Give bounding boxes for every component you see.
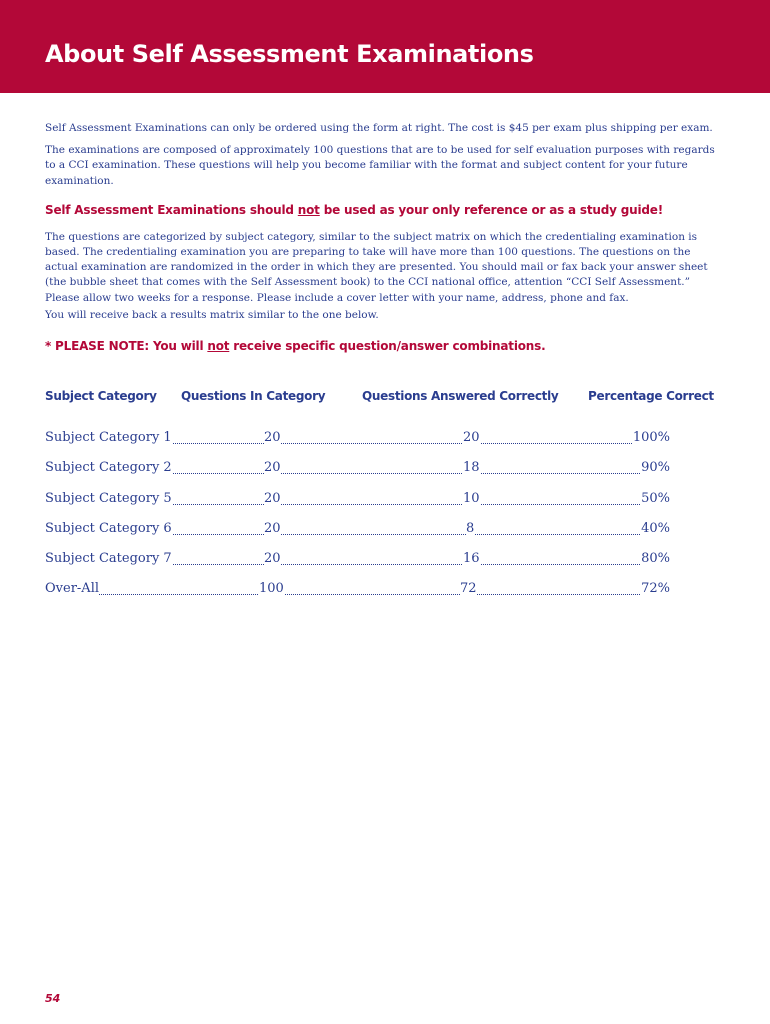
row-correct: 18 — [463, 460, 480, 476]
row-in-category: 20 — [264, 490, 281, 506]
intro-paragraph-categories: The questions are categorized by subject category, similar to the subject matrix on which the credentialing examination is based. The credentialing examination you are preparing to take will have more than 100 questions. The questions on the actual examination are randomized in the order in which they are presented. You should mail or fax back your answer sheet (the bubble sheet that comes with the Self Assessment book) to the CCI national office, attention “CCI Self Assessment.” Please allow two weeks for a response. Please include a cover letter with your name, address, phone and fax. — [45, 230, 708, 304]
matrix-row — [45, 551, 725, 581]
matrix-rows — [45, 430, 725, 612]
page-number: 54 — [45, 992, 61, 1005]
warning-text-end: be used as your only reference or as a study guide! — [319, 202, 663, 217]
row-in-category: 100 — [259, 581, 284, 597]
row-percent: 100% — [632, 430, 670, 445]
warning-underlined-word: not — [297, 202, 320, 217]
row-category: Subject Category 1 — [45, 430, 172, 445]
row-percent: 90% — [641, 460, 670, 476]
row-correct: 20 — [463, 430, 480, 445]
row-category: Subject Category 2 — [45, 460, 172, 476]
matrix-row — [45, 430, 725, 460]
header-percentage-correct: Percentage Correct — [588, 389, 714, 403]
intro-paragraph-results: You will receive back a results matrix similar to the one below. — [45, 308, 379, 321]
row-correct: 72 — [460, 581, 477, 597]
row-in-category: 20 — [264, 551, 281, 567]
row-category: Subject Category 5 — [45, 490, 172, 506]
page-title: About Self Assessment Examinations — [45, 40, 534, 68]
matrix-row — [45, 521, 725, 551]
row-correct: 10 — [463, 490, 480, 506]
row-in-category: 20 — [264, 430, 281, 445]
row-percent: 40% — [641, 520, 670, 536]
row-correct: 16 — [463, 551, 480, 567]
row-percent: 72% — [641, 581, 670, 597]
header-questions-in-category: Questions In Category — [181, 389, 326, 403]
row-in-category: 20 — [264, 520, 281, 536]
header-subject-category: Subject Category — [45, 389, 157, 403]
dot-leader — [45, 591, 670, 595]
note-underlined-word: not — [207, 339, 230, 354]
intro-paragraph-composition: The examinations are composed of approximately 100 questions that are to be used for self evaluation purposes with regards to a CCI examination. These questions will help you become familiar with the format and subject content for your future examination. — [45, 144, 715, 187]
matrix-row — [45, 460, 725, 490]
results-matrix — [45, 385, 725, 597]
please-note — [45, 339, 725, 353]
matrix-row — [45, 581, 725, 611]
row-percent: 80% — [641, 551, 670, 567]
matrix-row — [45, 491, 725, 521]
intro-paragraph-cost: Self Assessment Examinations can only be ordered using the form at right. The cost is $45 per exam plus shipping per exam. — [45, 122, 713, 134]
row-category: Over-All — [45, 581, 100, 597]
header-questions-answered-correctly: Questions Answered Correctly — [362, 389, 559, 403]
note-text-end: receive specific question/answer combinations. — [229, 339, 546, 354]
study-guide-warning — [45, 203, 725, 217]
row-category: Subject Category 6 — [45, 520, 172, 536]
row-percent: 50% — [641, 490, 670, 506]
row-category: Subject Category 7 — [45, 551, 172, 567]
row-correct: 8 — [466, 520, 475, 536]
note-text-start: * PLEASE NOTE: You will — [45, 339, 208, 354]
warning-text-start: Self Assessment Examinations should — [45, 202, 298, 217]
row-in-category: 20 — [264, 460, 281, 476]
matrix-header-row — [45, 385, 725, 405]
intro-section — [45, 121, 725, 353]
title-banner — [0, 0, 770, 93]
